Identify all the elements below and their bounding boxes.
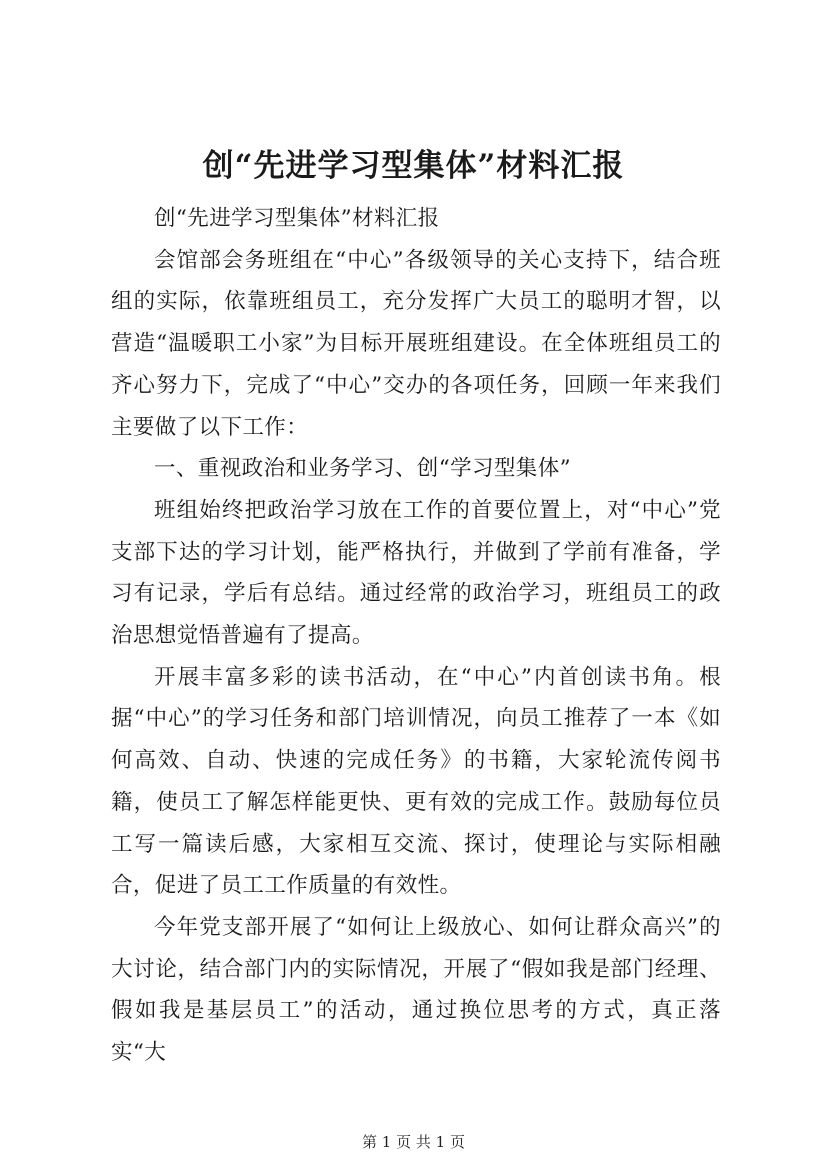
body-paragraph: 班组始终把政治学习放在工作的首要位置上，对“中心”党支部下达的学习计划，能严格执行，并做到了学前有准备，学习有记录，学后有总结。通过经常的政治学习，班组员工的政治思想觉悟普遍有了提高。 bbox=[111, 497, 721, 649]
page-footer: 第 1 页 共 1 页 bbox=[362, 1133, 465, 1151]
section-heading: 一、重视政治和业务学习、创“学习型集体” bbox=[154, 456, 571, 482]
body-paragraph: 开展丰富多彩的读书活动，在“中心”内首创读书角。根据“中心”的学习任务和部门培训情况，向员工推荐了一本《如何高效、自动、快速的完成任务》的书籍，大家轮流传阅书籍，使员工了解怎样能更快、更有效的完成工作。鼓励每位员工写一篇读后感，大家相互交流、探讨，使理论与实际相融合，促进了员工工作质量的有效性。 bbox=[111, 664, 721, 899]
document-title: 创“先进学习型集体”材料汇报 bbox=[202, 148, 625, 184]
intro-paragraph: 会馆部会务班组在“中心”各级领导的关心支持下，结合班组的实际，依靠班组员工，充分发挥广大员工的聪明才智，以营造“温暖职工小家”为目标开展班组建设。在全体班组员工的齐心努力下，完成了“中心”交办的各项任务，回顾一年来我们主要做了以下工作： bbox=[111, 247, 721, 440]
subtitle-paragraph: 创“先进学习型集体”材料汇报 bbox=[154, 206, 440, 231]
body-paragraph: 今年党支部开展了“如何让上级放心、如何让群众高兴”的大讨论，结合部门内的实际情况，开展了“假如我是部门经理、假如我是基层员工”的活动，通过换位思考的方式，真正落实“大 bbox=[111, 914, 721, 1066]
document-body bbox=[111, 198, 721, 1074]
